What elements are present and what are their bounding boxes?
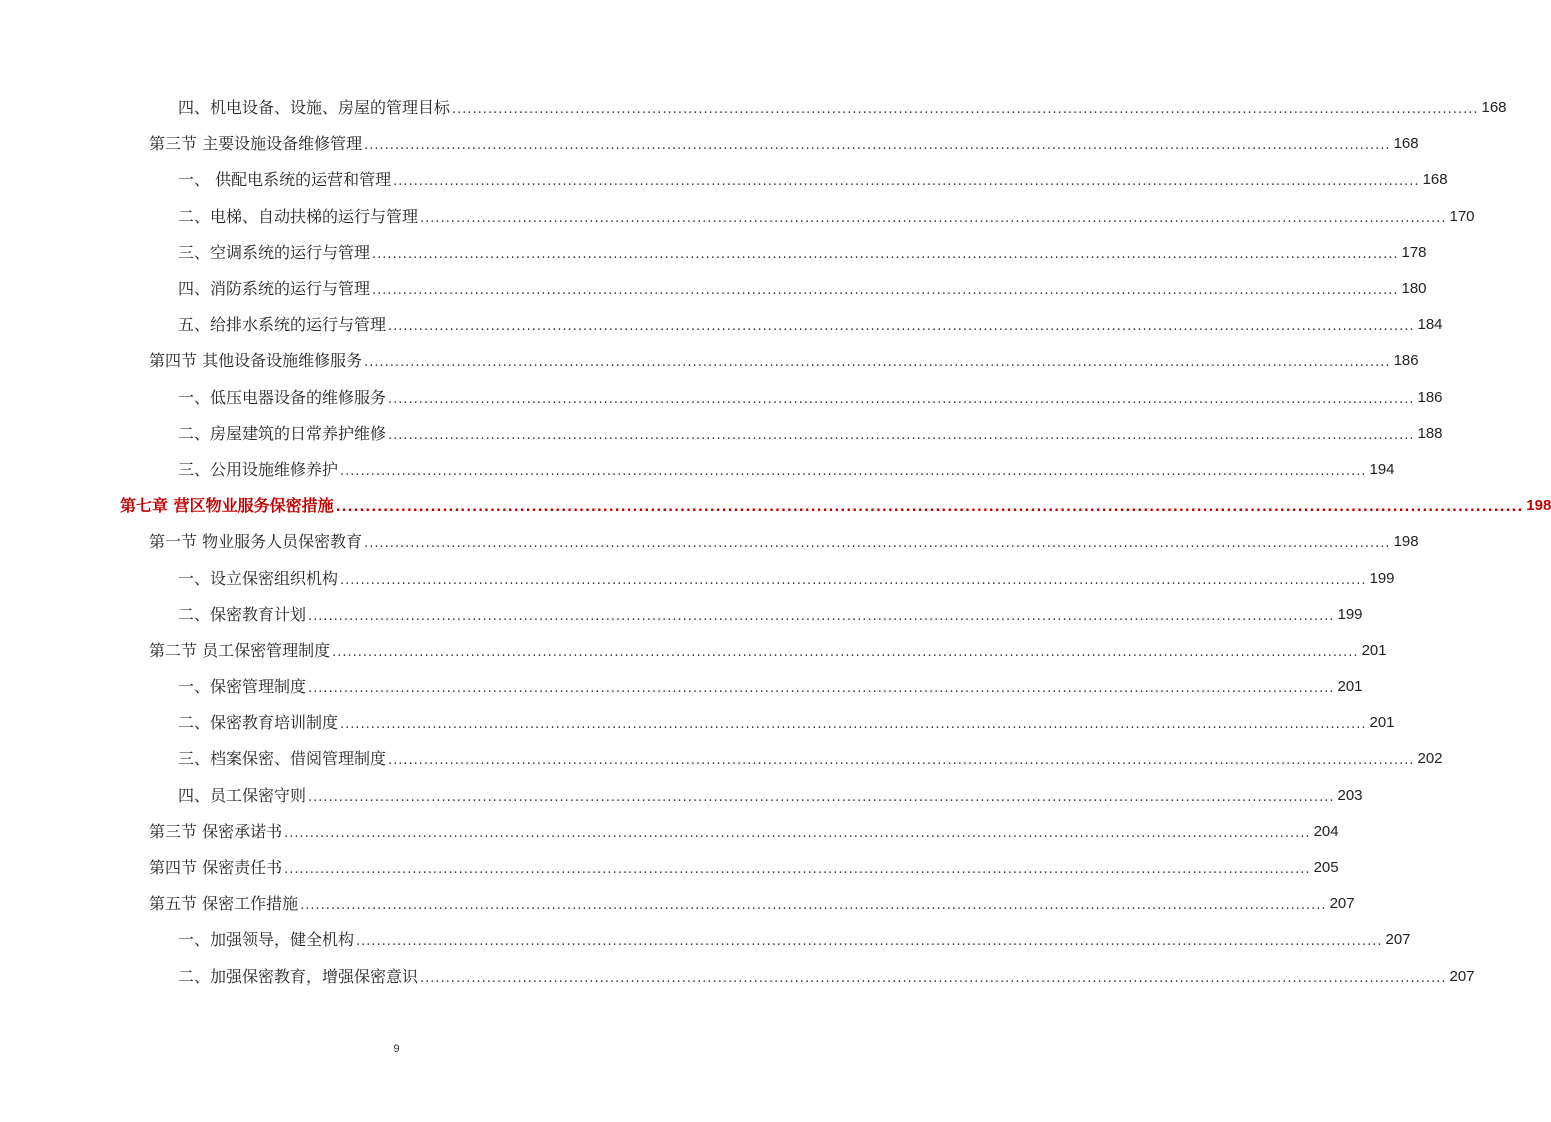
toc-entry-label: 第二节 员工保密管理制度 bbox=[149, 640, 331, 660]
toc-entry-item[interactable] bbox=[0, 199, 1475, 235]
dot-leader: ........................................................................................................................................................................................................ bbox=[364, 355, 1391, 371]
toc-entry-label: 第四节 保密责任书 bbox=[149, 858, 283, 878]
dot-leader: ........................................................................................................................................................................................................ bbox=[356, 934, 1383, 950]
dot-leader: ........................................................................................................................................................................................................ bbox=[364, 138, 1391, 154]
dot-leader: ........................................................................................................................................................................................................ bbox=[308, 681, 1335, 697]
toc-entry-label: 二、保密教育计划 bbox=[178, 604, 307, 624]
toc-entry-item[interactable] bbox=[0, 452, 1395, 488]
toc-entry-page: 168 bbox=[1481, 99, 1507, 117]
toc-entry-item[interactable] bbox=[0, 307, 1443, 343]
dot-leader: ........................................................................................................................................................................................................ bbox=[388, 319, 1415, 335]
dot-leader: ........................................................................................................................................................................................................ bbox=[340, 717, 1367, 733]
toc-entry-item[interactable] bbox=[0, 416, 1443, 452]
dot-leader: ........................................................................................................................................................................................................ bbox=[284, 825, 1311, 841]
toc-entry-item[interactable] bbox=[0, 162, 1448, 198]
toc-entry-label: 二、房屋建筑的日常养护维修 bbox=[178, 423, 387, 443]
dot-leader: ........................................................................................................................................................................................................ bbox=[388, 427, 1415, 443]
toc-entry-chapter[interactable] bbox=[0, 488, 1551, 524]
toc-entry-item[interactable] bbox=[0, 560, 1395, 596]
toc-entry-page: 178 bbox=[1401, 243, 1427, 261]
toc-entry-label: 一、保密管理制度 bbox=[178, 677, 307, 697]
toc-entry-page: 168 bbox=[1393, 135, 1419, 153]
dot-leader: ........................................................................................................................................................................................................ bbox=[452, 102, 1479, 118]
toc-entry-label: 第四节 其他设备设施维修服务 bbox=[149, 351, 363, 371]
toc-entry-page: 207 bbox=[1449, 967, 1475, 985]
toc-entry-label: 二、电梯、自动扶梯的运行与管理 bbox=[178, 206, 419, 226]
toc-entry-page: 186 bbox=[1417, 388, 1443, 406]
toc-entry-item[interactable] bbox=[0, 778, 1363, 814]
toc-entry-page: 170 bbox=[1449, 207, 1475, 225]
toc-entry-label: 一、 供配电系统的运营和管理 bbox=[178, 170, 392, 190]
toc-entry-label: 第三节 保密承诺书 bbox=[149, 821, 283, 841]
toc-entry-page: 207 bbox=[1329, 895, 1355, 913]
toc-entry-item[interactable] bbox=[0, 959, 1475, 995]
toc-entry-page: 199 bbox=[1337, 605, 1363, 623]
dot-leader: ........................................................................................................................................................................................................ bbox=[393, 174, 1420, 190]
toc-entry-page: 184 bbox=[1417, 316, 1443, 334]
toc-entry-page: 188 bbox=[1417, 424, 1443, 442]
dot-leader: ........................................................................................................................................................................................................ bbox=[420, 970, 1447, 986]
toc-entry-page: 201 bbox=[1337, 678, 1363, 696]
toc-entry-page: 194 bbox=[1369, 460, 1395, 478]
toc-entry-page: 201 bbox=[1361, 641, 1387, 659]
toc-entry-item[interactable] bbox=[0, 741, 1443, 777]
toc-entry-label: 四、消防系统的运行与管理 bbox=[178, 279, 371, 299]
toc-entry-item[interactable] bbox=[0, 705, 1395, 741]
toc-entry-label: 四、机电设备、设施、房屋的管理目标 bbox=[178, 98, 451, 118]
toc-entry-label: 一、低压电器设备的维修服务 bbox=[178, 387, 387, 407]
toc-entry-label: 一、设立保密组织机构 bbox=[178, 568, 339, 588]
toc-entry-label: 二、加强保密教育，增强保密意识 bbox=[178, 966, 419, 986]
toc-entry-label: 第一节 物业服务人员保密教育 bbox=[149, 532, 363, 552]
toc-entry-label: 二、保密教育培训制度 bbox=[178, 713, 339, 733]
toc-entry-section[interactable] bbox=[0, 126, 1419, 162]
dot-leader: ........................................................................................................................................................................................................ bbox=[335, 500, 1524, 516]
toc-entry-label: 一、加强领导，健全机构 bbox=[178, 930, 355, 950]
toc-entry-label: 三、空调系统的运行与管理 bbox=[178, 242, 371, 262]
toc-entry-section[interactable] bbox=[0, 886, 1355, 922]
toc-entry-page: 198 bbox=[1393, 533, 1419, 551]
page-number: 9 bbox=[393, 1043, 400, 1055]
toc-entry-page: 198 bbox=[1526, 497, 1551, 515]
dot-leader: ........................................................................................................................................................................................................ bbox=[364, 536, 1391, 552]
toc-entry-page: 201 bbox=[1369, 714, 1395, 732]
toc-entry-page: 199 bbox=[1369, 569, 1395, 587]
toc-entry-page: 204 bbox=[1313, 822, 1339, 840]
toc-entry-item[interactable] bbox=[0, 922, 1411, 958]
dot-leader: ........................................................................................................................................................................................................ bbox=[340, 572, 1367, 588]
toc-entry-section[interactable] bbox=[0, 343, 1419, 379]
toc-entry-label: 四、员工保密守则 bbox=[178, 785, 307, 805]
dot-leader: ........................................................................................................................................................................................................ bbox=[284, 862, 1311, 878]
toc-entry-label: 第七章 营区物业服务保密措施 bbox=[120, 496, 334, 516]
table-of-contents bbox=[0, 90, 1551, 995]
toc-entry-page: 205 bbox=[1313, 859, 1339, 877]
toc-entry-item[interactable] bbox=[0, 90, 1507, 126]
dot-leader: ........................................................................................................................................................................................................ bbox=[308, 608, 1335, 624]
toc-entry-page: 186 bbox=[1393, 352, 1419, 370]
dot-leader: ........................................................................................................................................................................................................ bbox=[340, 463, 1367, 479]
toc-entry-section[interactable] bbox=[0, 850, 1339, 886]
dot-leader: ........................................................................................................................................................................................................ bbox=[308, 789, 1335, 805]
toc-entry-section[interactable] bbox=[0, 524, 1419, 560]
toc-entry-page: 168 bbox=[1422, 171, 1448, 189]
toc-entry-page: 180 bbox=[1401, 280, 1427, 298]
toc-entry-label: 三、档案保密、借阅管理制度 bbox=[178, 749, 387, 769]
dot-leader: ........................................................................................................................................................................................................ bbox=[372, 246, 1399, 262]
dot-leader: ........................................................................................................................................................................................................ bbox=[388, 753, 1415, 769]
toc-entry-section[interactable] bbox=[0, 633, 1387, 669]
toc-entry-label: 第三节 主要设施设备维修管理 bbox=[149, 134, 363, 154]
dot-leader: ........................................................................................................................................................................................................ bbox=[300, 898, 1327, 914]
dot-leader: ........................................................................................................................................................................................................ bbox=[332, 644, 1359, 660]
toc-entry-page: 202 bbox=[1417, 750, 1443, 768]
toc-entry-section[interactable] bbox=[0, 814, 1339, 850]
dot-leader: ........................................................................................................................................................................................................ bbox=[420, 210, 1447, 226]
dot-leader: ........................................................................................................................................................................................................ bbox=[388, 391, 1415, 407]
toc-entry-page: 203 bbox=[1337, 786, 1363, 804]
toc-entry-item[interactable] bbox=[0, 669, 1363, 705]
toc-entry-item[interactable] bbox=[0, 271, 1427, 307]
toc-entry-label: 三、公用设施维修养护 bbox=[178, 459, 339, 479]
toc-entry-item[interactable] bbox=[0, 235, 1427, 271]
toc-entry-item[interactable] bbox=[0, 380, 1443, 416]
toc-entry-label: 第五节 保密工作措施 bbox=[149, 894, 299, 914]
toc-entry-page: 207 bbox=[1385, 931, 1411, 949]
toc-entry-label: 五、给排水系统的运行与管理 bbox=[178, 315, 387, 335]
toc-entry-item[interactable] bbox=[0, 597, 1363, 633]
dot-leader: ........................................................................................................................................................................................................ bbox=[372, 283, 1399, 299]
